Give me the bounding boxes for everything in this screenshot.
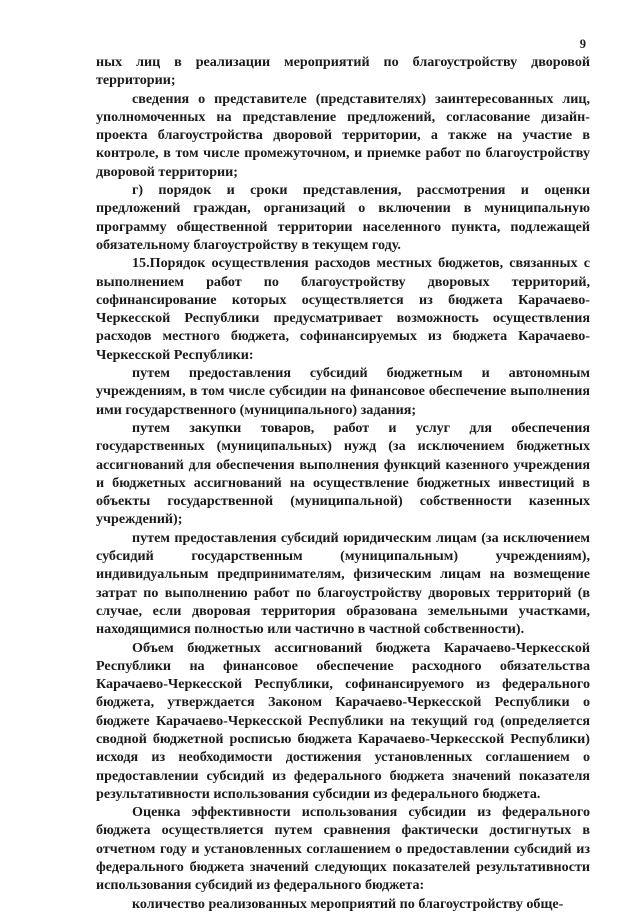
paragraph-procedure-g: г) порядок и сроки представления, рассмотрения и оценки предложений граждан, организаций о включении в муниципальную программу общественной территории населенного пункта, подлежащей обязательному благоустройству в текущем году. xyxy=(96,182,590,253)
page-number: 9 xyxy=(579,37,586,51)
paragraph-section-15: 15.Порядок осуществления расходов местных бюджетов, связанных с выполнением работ по благоустройству дворовых территорий, софинансирование которых осуществляется из бюджета Карачаево-Черкесской Республики предусматривает возможность осуществления расходов местного бюджета, софинансируемых из бюджета Карачаево-Черкесской Республики: xyxy=(96,255,590,363)
paragraph-continuation: ных лиц в реализации мероприятий по благоустройству дворовой территории; xyxy=(96,54,590,89)
paragraph-subsidies-legal-entities: путем предоставления субсидий юридическим лицам (за исключением субсидий государственным (муниципальным) учреждениям), индивидуальным предпринимателям, физическим лицам на возмещение затрат по выполнению работ по благоустройству дворовых территорий (в случае, если дворовая территория образована земельными участками, находящимися полностью или частично в частной собственности). xyxy=(96,529,590,638)
paragraph-efficiency-evaluation: Оценка эффективности использования субсидии из федерального бюджета осуществляется путем сравнения фактически достигнутых в отчетном году и установленных соглашением о предоставлении субсидий из федерального бюджета значений следующих показателей результативности использования субсидий из федерального бюджета: xyxy=(96,804,590,894)
paragraph-budget-volume: Объем бюджетных ассигнований бюджета Карачаево-Черкесской Республики на финансовое обеспечение расходного обязательства Карачаево-Черкесской Республики, софинансируемого из федерального бюджета, утверждается Законом Карачаево-Черкесской Республики о бюджете Карачаево-Черкесской Республики на текущий год (определяется сводной бюджетной росписью бюджета Карачаево-Черкесской Республики) исходя из необходимости достижения установленных соглашением о предоставлении субсидий из федерального бюджета значений показателя результативности использования субсидии из федерального бюджета. xyxy=(96,639,590,802)
document-body xyxy=(96,53,590,913)
paragraph-procurement: путем закупки товаров, работ и услуг для обеспечения государственных (муниципальных) нужд (за исключением бюджетных ассигнований для обеспечения выполнения функций казенного учреждения и бюджетных ассигнований на осуществление бюджетных инвестиций в объекты государственной (муниципальной) собственности казенных учреждений); xyxy=(96,419,590,528)
paragraph-indicator-count: количество реализованных мероприятий по благоустройству обще- xyxy=(132,895,564,912)
paragraph-subsidies-institutions: путем предоставления субсидий бюджетным и автономным учреждениям, в том числе субсидии на финансовое обеспечение выполнения ими государственного (муниципального) задания; xyxy=(96,365,590,418)
paragraph-representatives: сведения о представителе (представителях) заинтересованных лиц, уполномоченных на представление предложений, согласование дизайн-проекта благоустройства дворовой территории, а также на участие в контроле, в том числе промежуточном, и приемке работ по благоустройству дворовой территории; xyxy=(96,90,590,180)
